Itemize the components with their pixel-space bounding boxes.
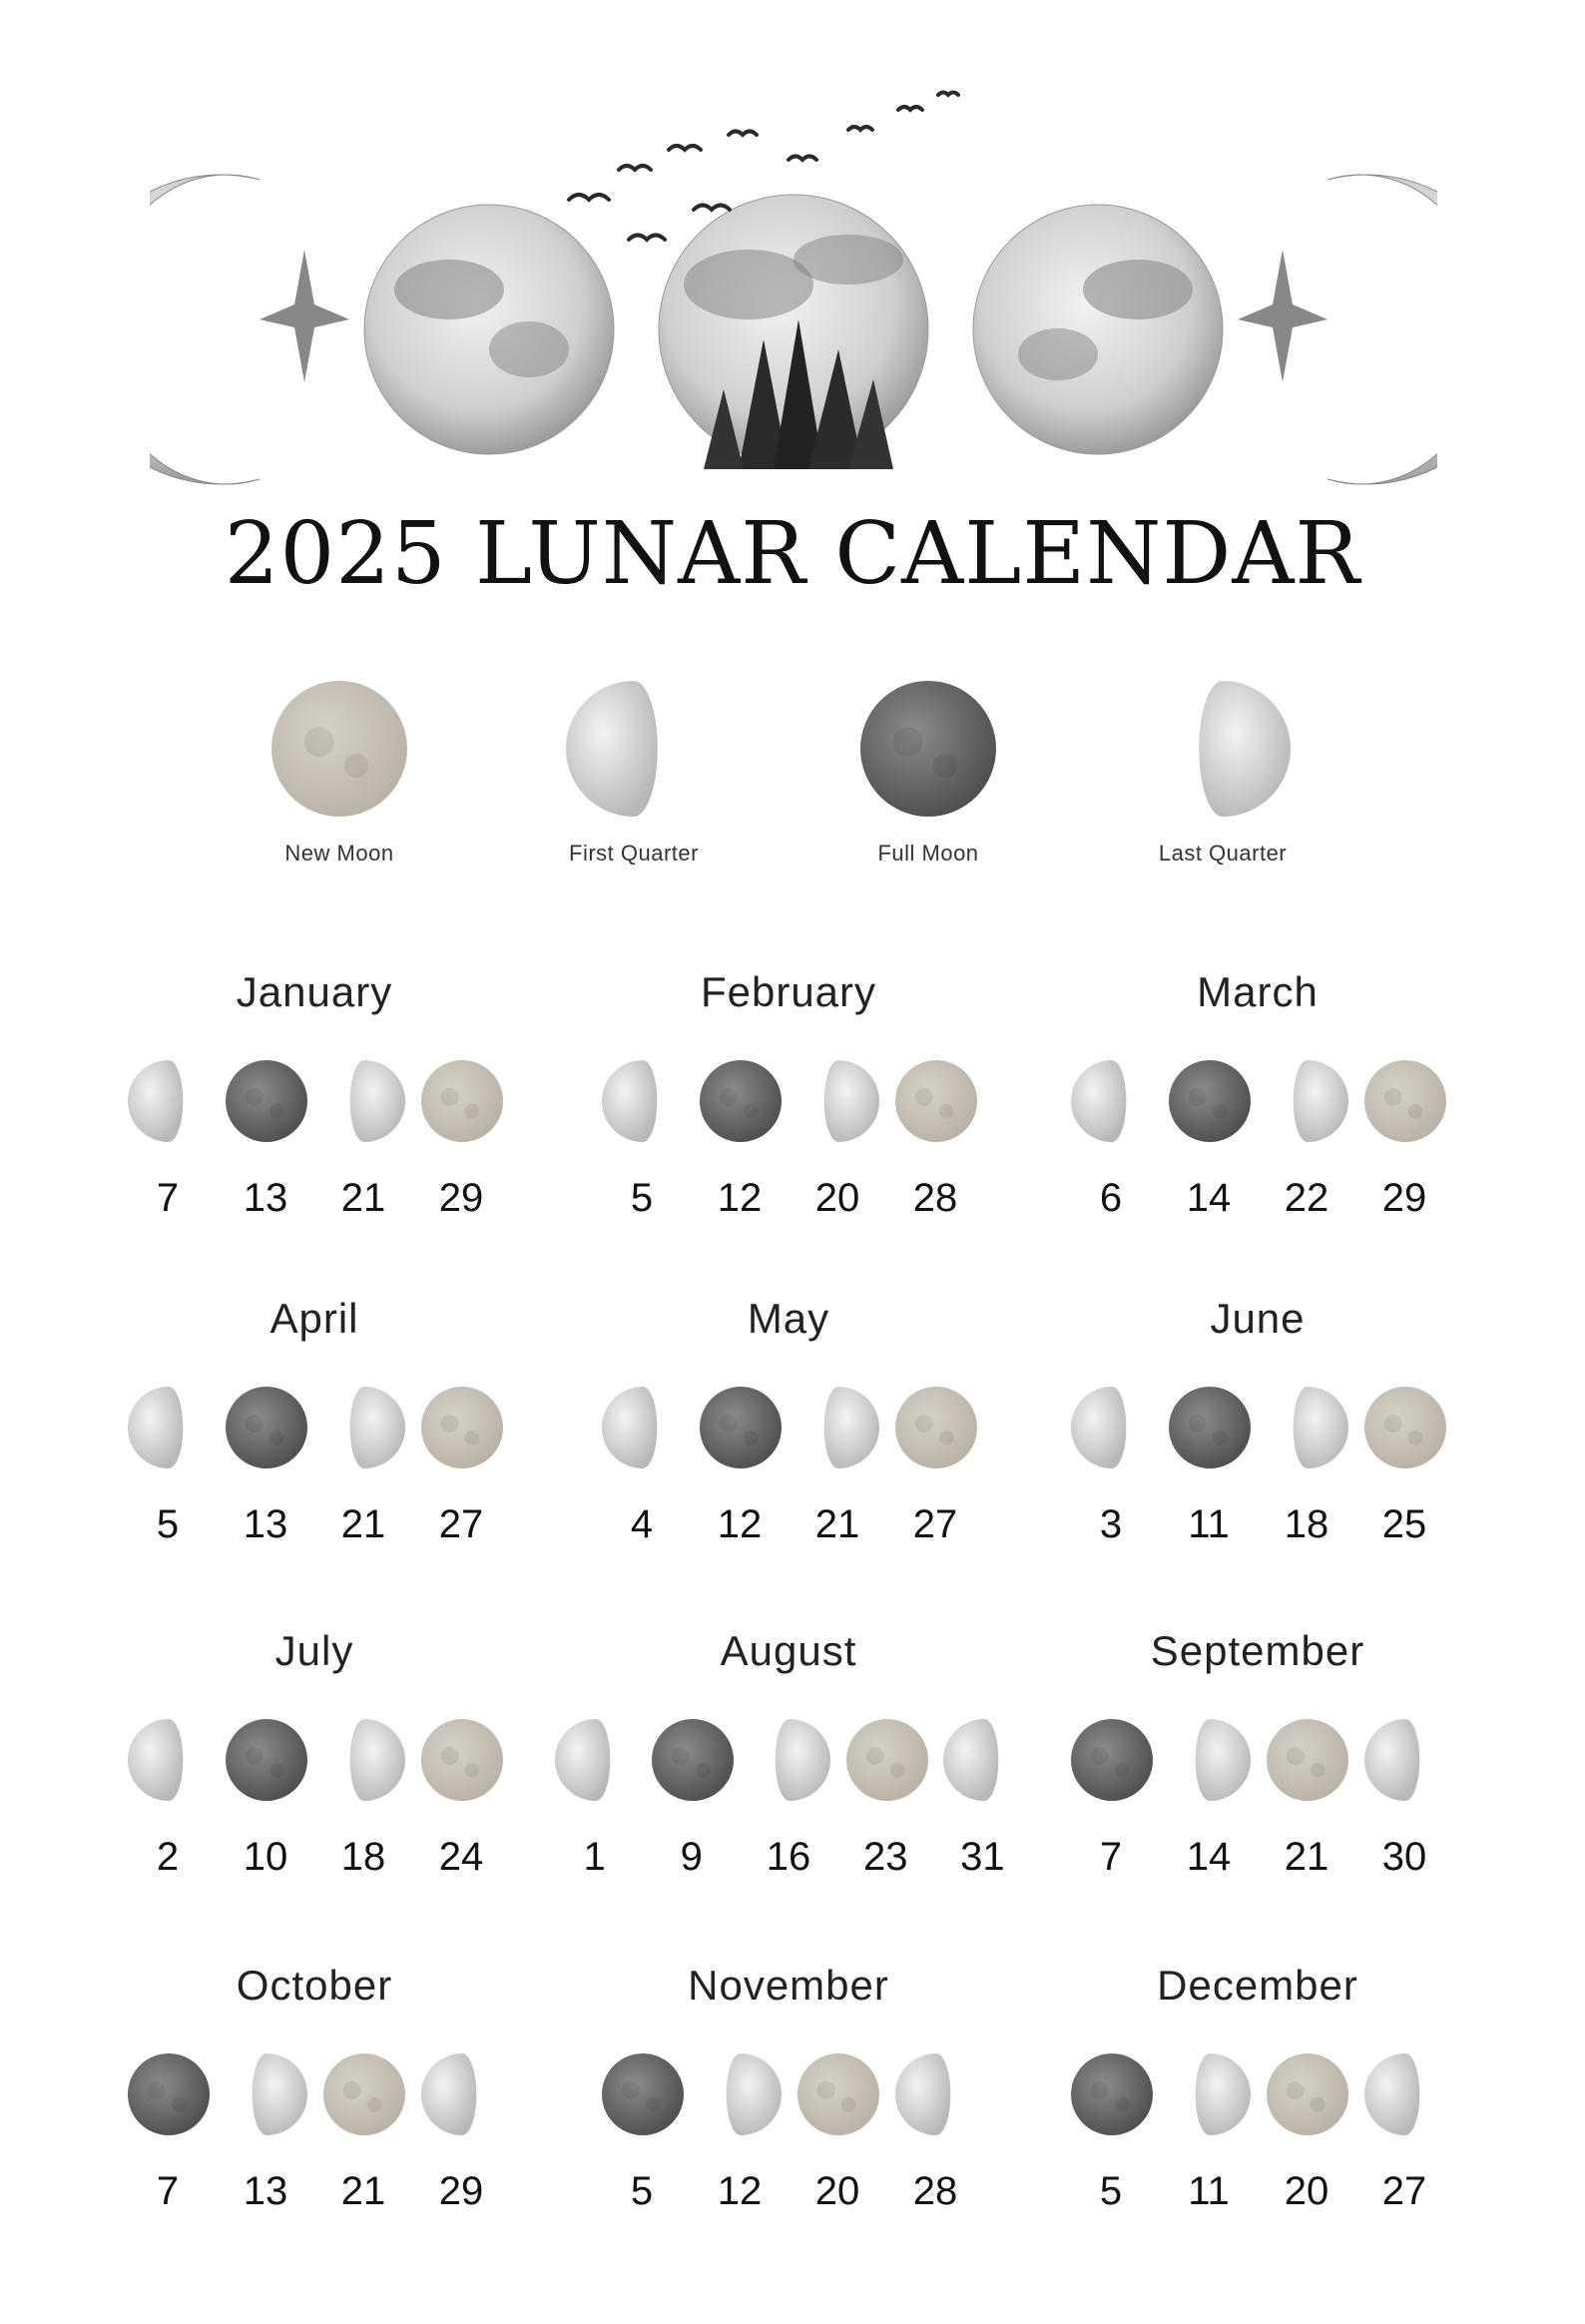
month-october bbox=[75, 1962, 554, 2261]
phase-entry bbox=[1358, 1385, 1450, 1564]
phase-entry bbox=[1065, 2051, 1157, 2231]
phase-day: 25 bbox=[1381, 1502, 1427, 1546]
phase-entry bbox=[1163, 1717, 1255, 1897]
phase-day: 21 bbox=[340, 2169, 386, 2213]
phase-entry bbox=[1065, 1717, 1157, 1897]
month-phases bbox=[75, 1385, 554, 1564]
month-phases bbox=[549, 1058, 1028, 1238]
phase-entry bbox=[317, 2051, 409, 2231]
phase-entry bbox=[1358, 2051, 1450, 2231]
month-phases bbox=[75, 2051, 554, 2231]
phase-day: 31 bbox=[960, 1835, 1005, 1879]
phase-day: 29 bbox=[438, 2169, 484, 2213]
phase-entry bbox=[694, 2051, 786, 2231]
month-name: July bbox=[274, 1627, 354, 1674]
phase-day: 20 bbox=[1284, 2169, 1329, 2213]
phase-entry bbox=[889, 1058, 981, 1238]
legend-last bbox=[1093, 679, 1352, 867]
legend-full bbox=[798, 679, 1058, 867]
phase-entry bbox=[549, 1717, 640, 1897]
phase-day: 27 bbox=[912, 1502, 958, 1546]
phase-day: 12 bbox=[717, 1502, 763, 1546]
phase-day: 13 bbox=[243, 1176, 288, 1220]
phase-day: 29 bbox=[1381, 1176, 1427, 1220]
phase-entry bbox=[792, 1385, 883, 1564]
month-july bbox=[75, 1627, 554, 1927]
phase-entry bbox=[1065, 1385, 1157, 1564]
phase-day: 7 bbox=[1099, 1835, 1123, 1879]
month-february bbox=[549, 968, 1028, 1268]
last-moon-icon bbox=[1093, 679, 1352, 819]
moon-phases-banner bbox=[150, 90, 1437, 509]
legend-new bbox=[210, 679, 469, 867]
phase-day: 21 bbox=[1284, 1835, 1329, 1879]
phase-day: 3 bbox=[1099, 1502, 1123, 1546]
month-name: May bbox=[747, 1295, 830, 1342]
new-moon-icon bbox=[210, 679, 469, 819]
phase-entry bbox=[937, 1717, 1028, 1897]
month-april bbox=[75, 1295, 554, 1594]
phase-entry bbox=[317, 1058, 409, 1238]
month-may bbox=[549, 1295, 1028, 1594]
legend-label: First Quarter bbox=[569, 841, 699, 866]
phase-day: 28 bbox=[912, 2169, 958, 2213]
phase-day: 9 bbox=[680, 1835, 703, 1879]
month-phases bbox=[1018, 1385, 1497, 1564]
phase-day: 5 bbox=[156, 1502, 180, 1546]
month-name: December bbox=[1157, 1962, 1358, 2009]
first-moon-icon bbox=[504, 679, 764, 819]
phase-day: 22 bbox=[1284, 1176, 1329, 1220]
phase-day: 5 bbox=[630, 1176, 654, 1220]
month-name: April bbox=[269, 1295, 359, 1342]
phase-entry bbox=[596, 1058, 688, 1238]
month-phases bbox=[75, 1717, 554, 1897]
month-november bbox=[549, 1962, 1028, 2261]
phase-entry bbox=[122, 2051, 214, 2231]
phase-entry bbox=[1261, 1717, 1352, 1897]
phase-day: 18 bbox=[340, 1835, 386, 1879]
phase-day: 21 bbox=[814, 1502, 860, 1546]
month-phases bbox=[1018, 2051, 1497, 2231]
phase-day: 4 bbox=[630, 1502, 654, 1546]
phase-entry bbox=[743, 1717, 833, 1897]
phase-entry bbox=[889, 1385, 981, 1564]
phase-day: 13 bbox=[243, 2169, 288, 2213]
month-march bbox=[1018, 968, 1497, 1268]
phase-entry bbox=[122, 1058, 214, 1238]
phase-entry bbox=[122, 1385, 214, 1564]
month-september bbox=[1018, 1627, 1497, 1927]
phase-entry bbox=[889, 2051, 981, 2231]
phase-day: 11 bbox=[1188, 2169, 1230, 2213]
phase-day: 27 bbox=[1381, 2169, 1427, 2213]
phase-entry bbox=[220, 1058, 311, 1238]
phase-entry bbox=[415, 1385, 507, 1564]
phase-day: 13 bbox=[243, 1502, 288, 1546]
phase-day: 14 bbox=[1186, 1835, 1232, 1879]
phase-day: 23 bbox=[862, 1835, 908, 1879]
phase-entry bbox=[317, 1717, 409, 1897]
phase-entry bbox=[122, 1717, 214, 1897]
phase-day: 16 bbox=[766, 1835, 811, 1879]
phase-entry bbox=[1358, 1717, 1450, 1897]
phase-day: 12 bbox=[717, 1176, 763, 1220]
phase-entry bbox=[220, 1385, 311, 1564]
phase-entry bbox=[1163, 2051, 1255, 2231]
phase-day: 27 bbox=[438, 1502, 484, 1546]
month-name: June bbox=[1210, 1295, 1306, 1342]
phase-entry bbox=[1163, 1058, 1255, 1238]
phase-entry bbox=[646, 1717, 737, 1897]
month-phases bbox=[549, 1385, 1028, 1564]
month-name: November bbox=[688, 1962, 889, 2009]
month-december bbox=[1018, 1962, 1497, 2261]
phase-day: 7 bbox=[156, 2169, 180, 2213]
month-name: September bbox=[1150, 1627, 1365, 1674]
phase-entry bbox=[415, 1058, 507, 1238]
phase-entry bbox=[1261, 1385, 1352, 1564]
phase-day: 20 bbox=[814, 2169, 860, 2213]
month-name: March bbox=[1197, 968, 1319, 1015]
phase-entry bbox=[1358, 1058, 1450, 1238]
phase-entry bbox=[792, 2051, 883, 2231]
phase-day: 21 bbox=[340, 1502, 386, 1546]
phase-day: 20 bbox=[814, 1176, 860, 1220]
phase-entry bbox=[220, 2051, 311, 2231]
phase-entry bbox=[415, 1717, 507, 1897]
phase-day: 2 bbox=[156, 1835, 180, 1879]
legend-label: Last Quarter bbox=[1158, 841, 1288, 866]
legend-label: Full Moon bbox=[877, 841, 979, 866]
phase-day: 14 bbox=[1186, 1176, 1232, 1220]
phase-day: 28 bbox=[912, 1176, 958, 1220]
phase-entry bbox=[1261, 2051, 1352, 2231]
month-name: January bbox=[236, 968, 393, 1015]
phase-day: 10 bbox=[243, 1835, 288, 1879]
month-phases bbox=[1018, 1058, 1497, 1238]
legend-first bbox=[504, 679, 764, 867]
phase-entry bbox=[220, 1717, 311, 1897]
phase-day: 6 bbox=[1099, 1176, 1123, 1220]
phase-entry bbox=[596, 1385, 688, 1564]
phase-day: 1 bbox=[583, 1835, 606, 1879]
month-january bbox=[75, 968, 554, 1268]
month-august bbox=[549, 1627, 1028, 1927]
month-phases bbox=[549, 2051, 1028, 2231]
phase-day: 30 bbox=[1381, 1835, 1427, 1879]
legend-label: New Moon bbox=[284, 841, 394, 866]
phase-day: 29 bbox=[438, 1176, 484, 1220]
phase-entry bbox=[694, 1385, 786, 1564]
phase-entry bbox=[840, 1717, 931, 1897]
month-phases bbox=[75, 1058, 554, 1238]
phase-entry bbox=[792, 1058, 883, 1238]
phase-day: 12 bbox=[717, 2169, 763, 2213]
phase-entry bbox=[1163, 1385, 1255, 1564]
phase-day: 24 bbox=[438, 1835, 484, 1879]
phase-day: 11 bbox=[1188, 1502, 1230, 1546]
phase-day: 18 bbox=[1284, 1502, 1329, 1546]
phase-day: 21 bbox=[340, 1176, 386, 1220]
month-name: August bbox=[720, 1627, 857, 1674]
phase-entry bbox=[694, 1058, 786, 1238]
phase-legend bbox=[0, 679, 1585, 878]
phase-entry bbox=[415, 2051, 507, 2231]
phase-entry bbox=[1065, 1058, 1157, 1238]
month-name: October bbox=[236, 1962, 393, 2009]
phase-entry bbox=[317, 1385, 409, 1564]
phase-day: 7 bbox=[156, 1176, 180, 1220]
month-phases bbox=[1018, 1717, 1497, 1897]
month-june bbox=[1018, 1295, 1497, 1594]
month-name: February bbox=[700, 968, 877, 1015]
month-phases bbox=[549, 1717, 1028, 1897]
full-moon-icon bbox=[798, 679, 1058, 819]
phase-entry bbox=[596, 2051, 688, 2231]
phase-day: 5 bbox=[630, 2169, 654, 2213]
phase-day: 5 bbox=[1099, 2169, 1123, 2213]
page-title: 2025 LUNAR CALENDAR bbox=[224, 504, 1361, 604]
phase-entry bbox=[1261, 1058, 1352, 1238]
